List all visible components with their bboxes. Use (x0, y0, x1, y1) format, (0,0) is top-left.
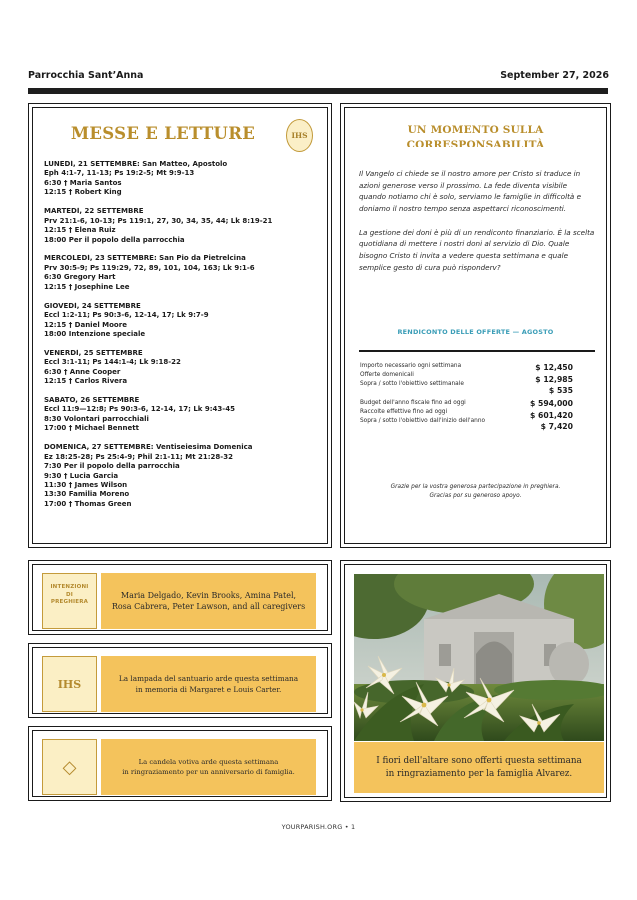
label-line: DI (65, 591, 73, 598)
votive-candle-line2: in ringraziamento per un anniversario di famiglia. (122, 768, 295, 776)
prayer-names-line2: Rosa Cabrera, Peter Lawson, and all caregivers (111, 602, 306, 611)
mass-day-heading: SABATO, 26 SETTEMBRE (44, 396, 140, 405)
masses-box-inner (32, 107, 328, 544)
offertory-rule (359, 350, 595, 352)
mass-day-readings: Ez 18:25-28; Ps 25:4-9; Phil 2:1-11; Mt 21:28-32 (44, 452, 233, 461)
diamond-icon: ◇ (62, 757, 77, 778)
offertory-label: Raccolte effettive fino ad oggi (360, 409, 448, 415)
mass-intention: 7:30 Per il popolo della parrocchia (44, 462, 180, 471)
votive-candle-panel (101, 739, 316, 795)
ihs-badge-icon: IHS (286, 119, 313, 152)
sanctuary-lamp-line1: La lampada del santuario arde questa settimana (118, 674, 299, 683)
stewardship-title-line2: CORRESPONSABILITÀ (406, 139, 545, 147)
mass-intention: 13:30 Familia Moreno (44, 490, 130, 499)
mass-day-readings: Eccl 1:2-11; Ps 90:3-6, 12-14, 17; Lk 9:7-9 (44, 311, 209, 320)
prayer-intentions-inner (32, 564, 328, 631)
mass-day-readings: Eccl 3:1-11; Ps 144:1-4; Lk 9:18-22 (44, 358, 181, 367)
offertory-value: $ 12,985 (535, 374, 573, 384)
mass-day-heading: MERCOLEDÌ, 23 SETTEMBRE: San Pio da Pietrelcina (44, 254, 246, 263)
thanks-spanish: Gracias por su generoso apoyo. (429, 493, 522, 499)
mass-day-heading: VENERDÌ, 25 SETTEMBRE (44, 348, 143, 357)
stewardship-box (340, 103, 611, 548)
parish-name: Parrocchia Sant’Anna (28, 70, 144, 81)
page-footer: YOURPARISH.ORG • 1 (281, 823, 356, 831)
mass-day-heading: GIOVEDÌ, 24 SETTEMBRE (44, 301, 141, 310)
mass-intention: 12:15 † Josephine Lee (44, 282, 130, 291)
thanks-italian: Grazie per la vostra generosa partecipazione in preghiera. (390, 484, 561, 490)
readings-list (44, 160, 329, 519)
stewardship-text (359, 168, 595, 285)
mass-day-readings: Eph 4:1-7, 11-13; Ps 19:2-5; Mt 9:9-13 (44, 169, 195, 178)
altar-flowers-caption (354, 742, 604, 793)
stewardship-title-line1: UN MOMENTO SULLA (407, 124, 544, 136)
mass-day (44, 254, 329, 292)
mass-intention: 6:30 † Maria Santos (44, 178, 122, 187)
ihs-square (42, 656, 97, 712)
prayer-names-line1: Maria Delgado, Kevin Brooks, Amina Patel, (120, 590, 297, 600)
lilies-church-photo (354, 574, 604, 741)
mass-intention: 11:30 † James Wilson (44, 481, 128, 490)
altar-flowers-line2: in ringraziamento per la famiglia Alvarez. (385, 768, 573, 779)
ihs-icon: IHS (57, 678, 82, 691)
diamond-square (42, 739, 97, 795)
offertory-value: $ 594,000 (529, 399, 573, 409)
masses-title: MESSE E LETTURE (70, 124, 256, 143)
mass-intention: 18:00 Intenzione speciale (44, 329, 146, 338)
altar-flowers-inner (344, 564, 607, 798)
altar-flowers-line1: I fiori dell'altare sono offerti questa settimana (376, 756, 582, 766)
offertory-label: Importo necessario ogni settimana (360, 363, 462, 369)
offertory-label: Sopra / sotto l'obiettivo dall'inizio dell'anno (360, 418, 486, 425)
header-rule (28, 88, 608, 94)
mass-day-readings: Prv 30:5-9; Ps 119:29, 72, 89, 101, 104, 163; Lk 9:1-6 (44, 263, 255, 272)
mass-intention: 12:15 † Carlos Rivera (44, 377, 128, 386)
prayer-intentions-label-box (42, 573, 97, 629)
label-line: INTENZIONI (50, 584, 89, 590)
stewardship-box-inner (344, 107, 607, 544)
offertory-labels (360, 362, 485, 426)
mass-intention: 9:30 † Lucia Garcia (44, 471, 119, 480)
offertory-label: Sopra / sotto l'obiettivo settimanale (360, 381, 464, 388)
mass-day-heading: LUNEDÌ, 21 SETTEMBRE: San Matteo, Apostolo (44, 160, 228, 168)
sanctuary-lamp-inner (32, 647, 328, 714)
mass-intention: 6:30 Gregory Hart (44, 273, 116, 282)
stewardship-title (345, 123, 606, 147)
prayer-intentions-label (43, 574, 96, 607)
stewardship-paragraph-1: Il Vangelo ci chiede se il nostro amore per Cristo si traduce in azioni generose verso il prossimo. La fede diventa visibile quando notiamo chi è solo, serviamo le famiglie in difficoltà e doniamo il nostro tempo senza aspettarci riconoscimenti. (359, 169, 581, 214)
votive-candle-inner (32, 730, 328, 797)
mass-day (44, 302, 329, 340)
mass-day (44, 207, 329, 245)
offertory-thanks (345, 483, 606, 501)
masses-box (28, 103, 332, 548)
offertory-report-title: RENDICONTO DELLE OFFERTE — AGOSTO (397, 328, 554, 336)
offertory-label: Budget dell'anno fiscale fino ad oggi (360, 399, 466, 406)
votive-candle-line1: La candela votiva arde questa settimana (138, 757, 279, 766)
offertory-value: $ 535 (548, 386, 573, 396)
offertory-values (530, 362, 573, 433)
mass-intention: 12:15 † Elena Ruiz (44, 226, 116, 235)
mass-intention: 8:30 Volontari parrocchiali (44, 414, 149, 423)
prayer-intentions-panel (101, 573, 316, 629)
offertory-value: $ 601,420 (529, 410, 573, 420)
mass-day (44, 160, 329, 198)
mass-intention: 17:00 † Thomas Green (44, 499, 132, 508)
sanctuary-lamp-box (28, 643, 332, 718)
mass-intention: 17:00 † Michael Bennett (44, 424, 139, 433)
sanctuary-lamp-panel (101, 656, 316, 712)
offertory-value: $ 12,450 (535, 363, 573, 372)
offertory-label: Offerte domenicali (360, 372, 414, 379)
mass-intention: 6:30 † Anne Cooper (44, 367, 121, 376)
altar-flowers-box (340, 560, 611, 802)
mass-day-readings: Eccl 11:9—12:8; Ps 90:3-6, 12-14, 17; Lk 9:43-45 (44, 405, 235, 414)
mass-day (44, 443, 329, 509)
votive-candle-box (28, 726, 332, 801)
prayer-intentions-box (28, 560, 332, 635)
mass-intention: 12:15 † Daniel Moore (44, 320, 127, 329)
mass-day-heading: DOMENICA, 27 SETTEMBRE: Ventiseiesima Domenica (44, 443, 253, 452)
bulletin-date: September 27, 2026 (500, 70, 609, 81)
mass-day-heading: MARTEDÌ, 22 SETTEMBRE (44, 207, 144, 216)
mass-intention: 12:15 † Robert King (44, 188, 122, 197)
offertory-value: $ 7,420 (540, 422, 573, 432)
mass-day (44, 349, 329, 387)
mass-intention: 18:00 Per il popolo della parrocchia (44, 235, 185, 244)
label-line: PREGHIERA (50, 599, 89, 606)
stewardship-paragraph-2: La gestione dei doni è più di un rendiconto finanziario. È la scelta quotidiana di mettere i nostri doni al servizio di Dio. Quale bisogno Cristo ti invita a vedere questa settimana e quale semplice gesto di cura può risponderv? (359, 227, 595, 272)
mass-day (44, 396, 329, 434)
mass-day-readings: Prv 21:1-6, 10-13; Ps 119:1, 27, 30, 34, 35, 44; Lk 8:19-21 (44, 216, 273, 225)
sanctuary-lamp-line2: in memoria di Margaret e Louis Carter. (135, 685, 282, 694)
